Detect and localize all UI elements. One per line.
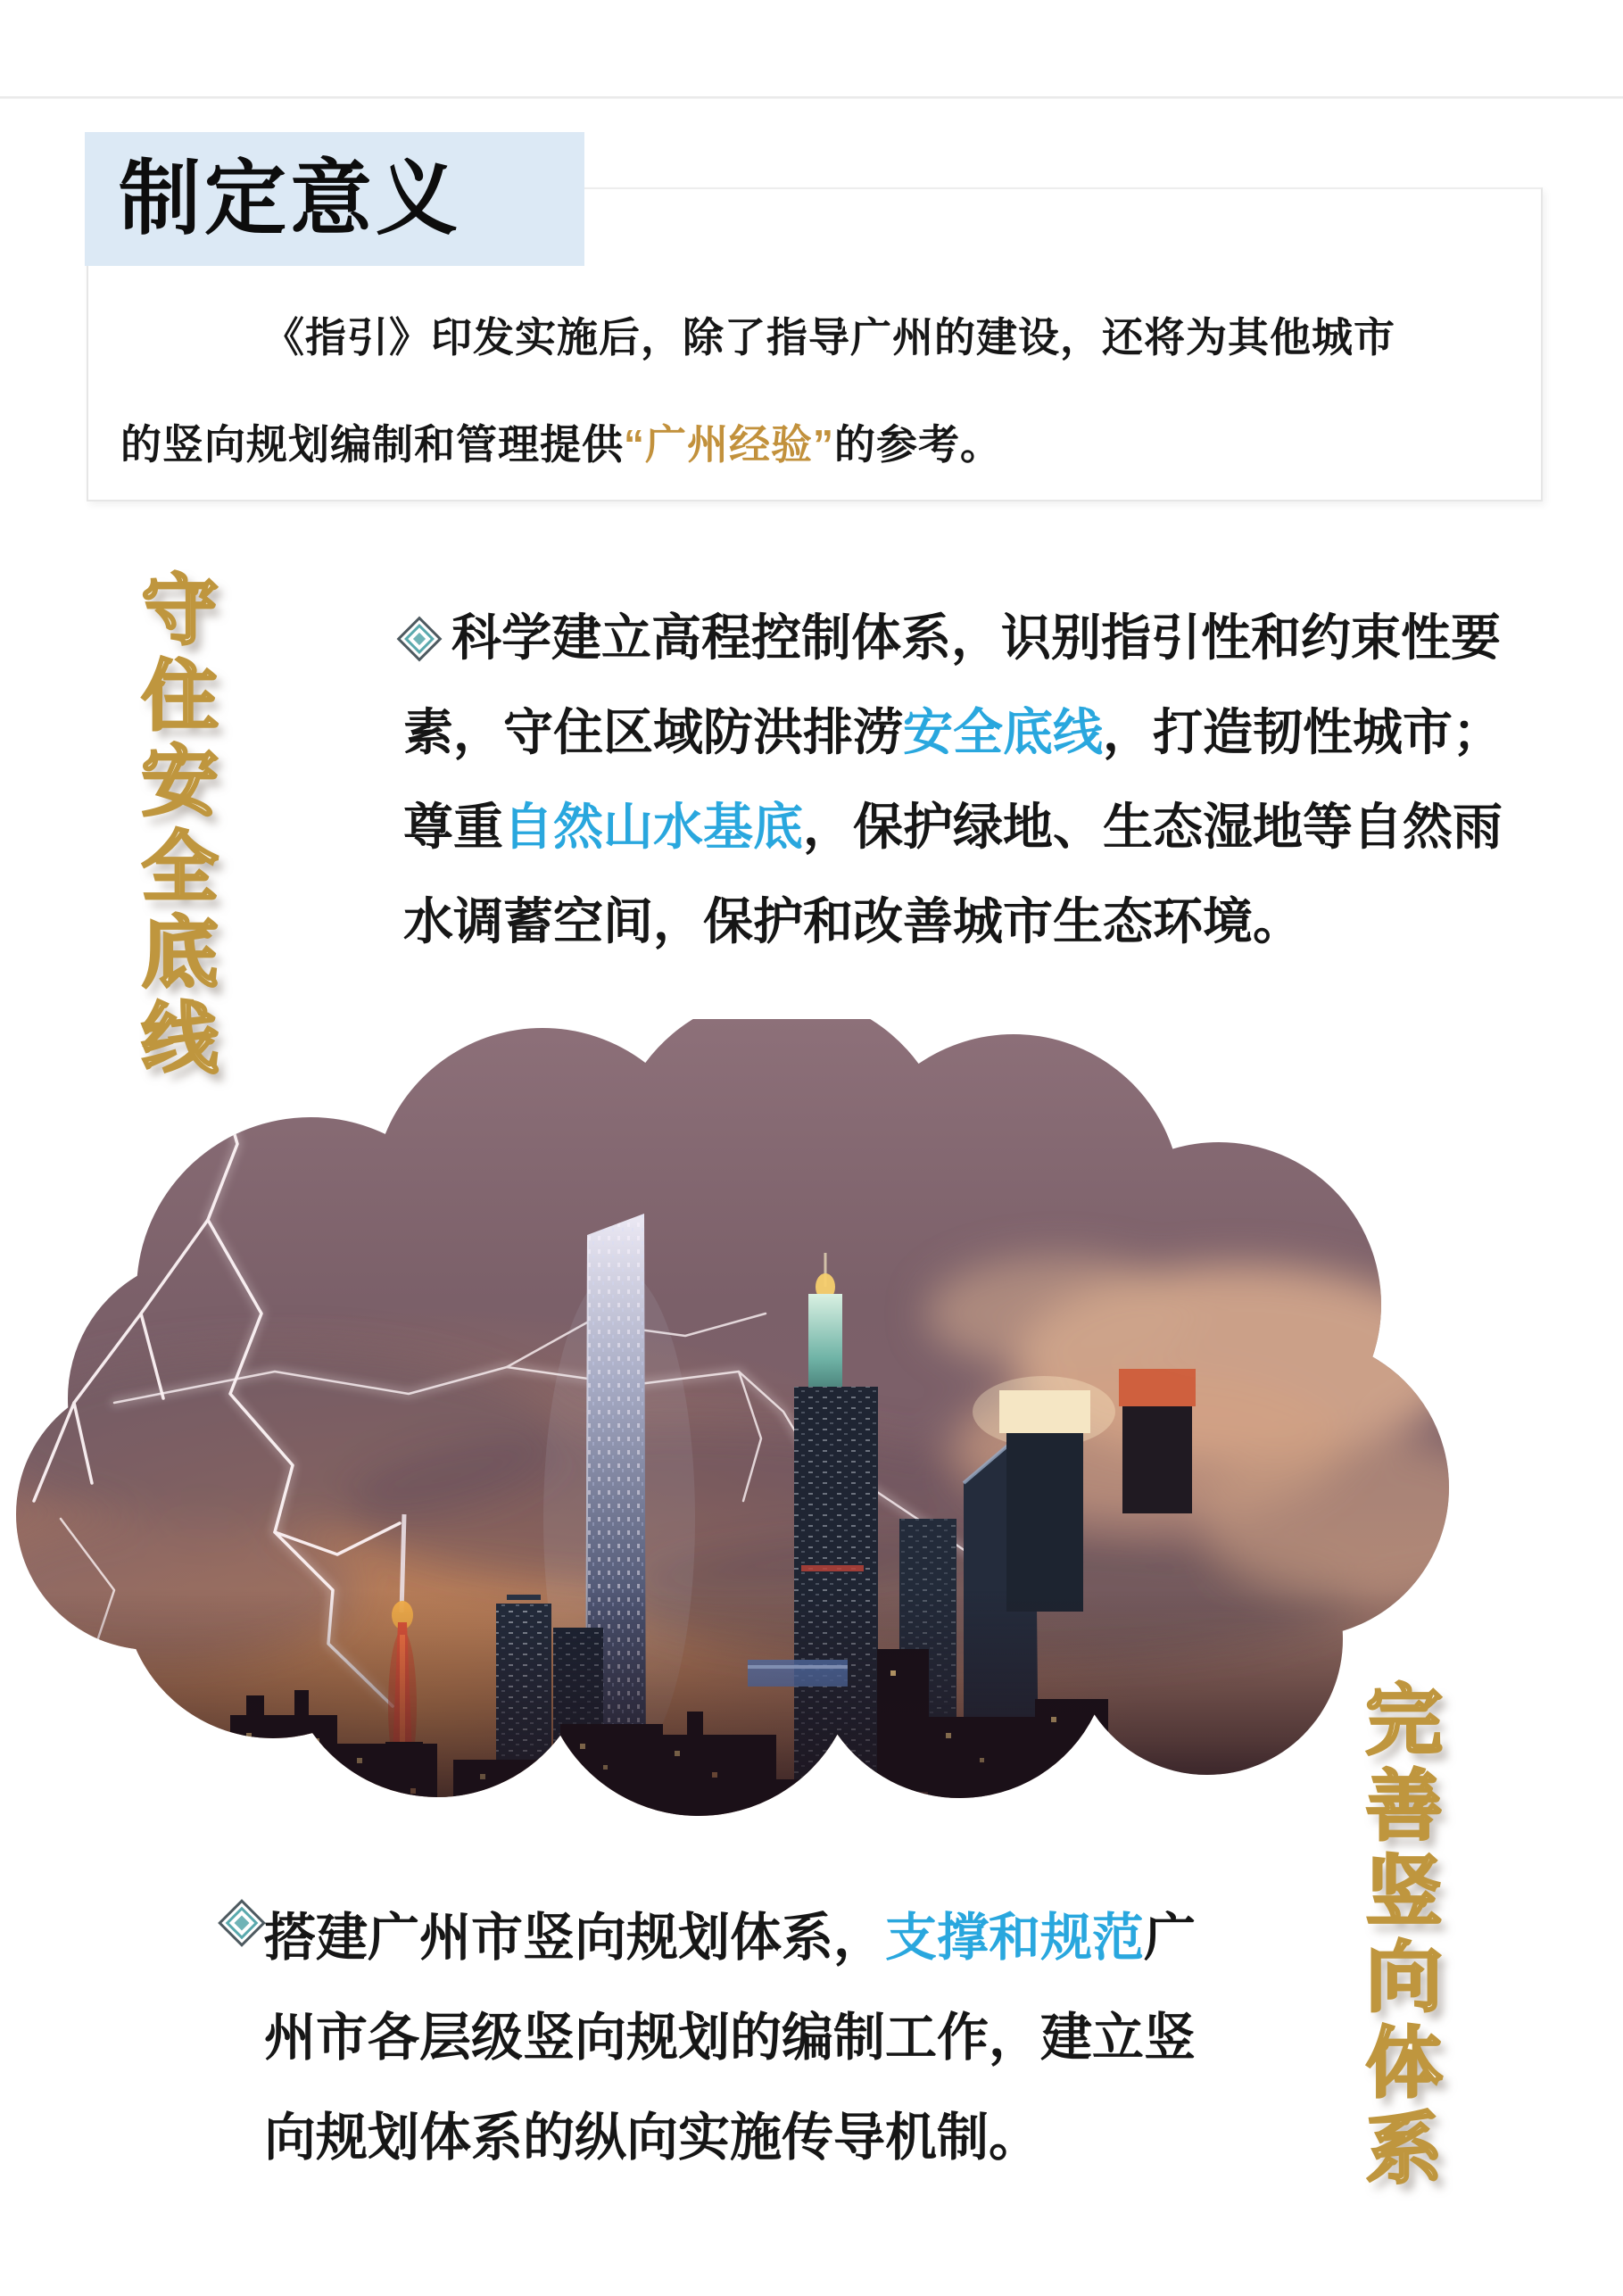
system-line-3: 向规划体系的纵向实施传导机制。 [264, 2109, 1041, 2167]
system-line-2: 州市各层级竖向规划的编制工作，建立竖 [264, 2009, 1197, 2067]
system-line-1-text: 搭建广州市竖向规划体系， [264, 1909, 886, 1967]
system-line-1-tail: 广 [1144, 1909, 1197, 1967]
safety-line-2-text: 素，守住区域防洪排涝 [403, 704, 903, 760]
top-divider [0, 96, 1623, 99]
safety-line-1-text: 科学建立高程控制体系，识别指引性和约束性要 [451, 609, 1501, 666]
intro-line-2 [120, 391, 1495, 498]
intro-paragraph [120, 284, 1495, 498]
safety-line-1 [403, 591, 1554, 685]
safety-line-2-tail: ，打造韧性城市； [1103, 704, 1503, 760]
storm-cloud-photo [7, 1019, 1454, 1820]
section-title-box [85, 132, 584, 266]
guangzhou-skyline-lightning-illustration [7, 1019, 1454, 1820]
support-regulate-highlight: 支撑和规范 [885, 1909, 1145, 1967]
intro-line-2-tail: 的参考。 [834, 421, 1002, 468]
diamond-bullet-icon [397, 617, 443, 662]
vertical-label-safety-bottomline: 守住安全底线 [129, 569, 216, 1083]
safety-bottomline-highlight: 安全底线 [903, 704, 1103, 760]
diamond-bullet-icon [218, 1899, 266, 1947]
page-title: 制定意义 [119, 153, 462, 245]
guangzhou-experience-highlight: “广州经验” [624, 421, 834, 468]
safety-line-3-tail: ，保护绿地、生态湿地等自然雨 [803, 799, 1503, 855]
system-line-1 [264, 1888, 1344, 1988]
safety-line-3 [403, 780, 1554, 874]
safety-line-4: 水调蓄空间，保护和改善城市生态环境。 [403, 893, 1303, 949]
vertical-label-vertical-system: 完善竖向体系 [1354, 1679, 1440, 2193]
safety-line-3-text: 尊重 [403, 799, 503, 855]
safety-line-2 [403, 685, 1554, 780]
intro-line-1: 《指引》印发实施后，除了指导广州的建设，还将为其他城市 [263, 314, 1395, 361]
intro-line-2-text: 的竖向规划编制和管理提供 [120, 421, 624, 468]
natural-landscape-highlight: 自然山水基底 [503, 799, 803, 855]
safety-paragraph [403, 591, 1554, 969]
system-paragraph [264, 1888, 1344, 2188]
